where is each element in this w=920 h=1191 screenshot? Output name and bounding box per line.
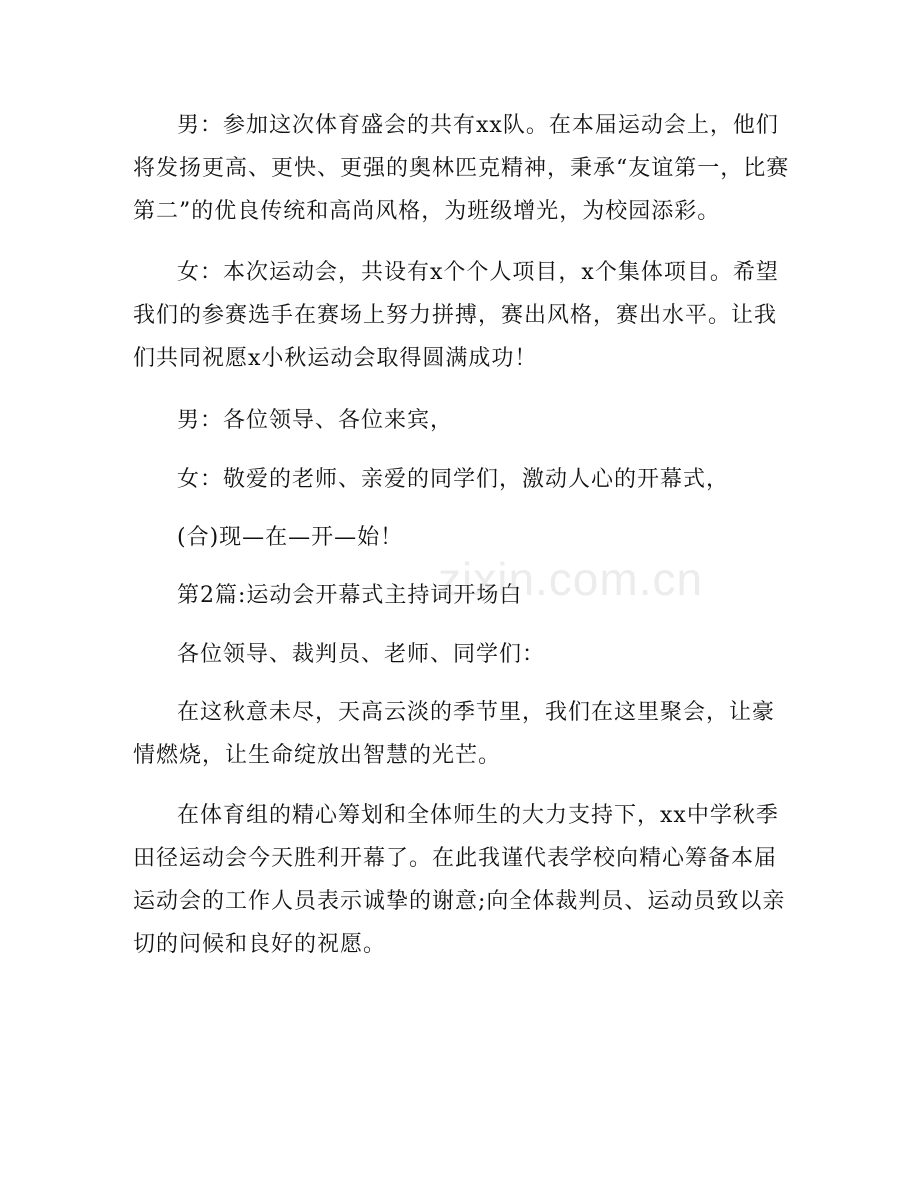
paragraph-2: 女：本次运动会，共设有x个个人项目，x个集体项目。希望我们的参赛选手在赛场上努力拼搏，赛出风格，赛出水平。让我们共同祝愿x小秋运动会取得圆满成功！: [133, 260, 779, 371]
watermark: zixin.com.cn: [438, 553, 704, 605]
paragraph-7: 各位领导、裁判员、老师、同学们：: [177, 642, 546, 667]
paragraph-3: 男：各位领导、各位来宾，: [177, 408, 454, 433]
paragraph-4: 女：敬爱的老师、亲爱的同学们，激动人心的开幕式，: [177, 467, 730, 492]
paragraph-9: 在体育组的精心筹划和全体师生的大力支持下，xx中学秋季田径运动会今天胜利开幕了。在此我谨代表学校向精心筹备本届运动会的工作人员表示诚挚的谢意;向全体裁判员、运动员致以亲切的问候和良好的祝愿。: [133, 803, 786, 957]
section-heading: 第2篇:运动会开幕式主持词开场白: [177, 583, 523, 608]
paragraph-5: (合)现—在—开—始！: [177, 525, 404, 550]
paragraph-8: 在这秋意未尽，天高云淡的季节里，我们在这里聚会，让豪情燃烧，让生命绽放出智慧的光芒。: [133, 700, 776, 768]
paragraph-1: 男：参加这次体育盛会的共有xx队。在本届运动会上，他们将发扬更高、更快、更强的奥林匹克精神，秉承“友谊第一，比赛第二”的优良传统和高尚风格，为班级增光，为校园添彩。: [133, 113, 790, 224]
